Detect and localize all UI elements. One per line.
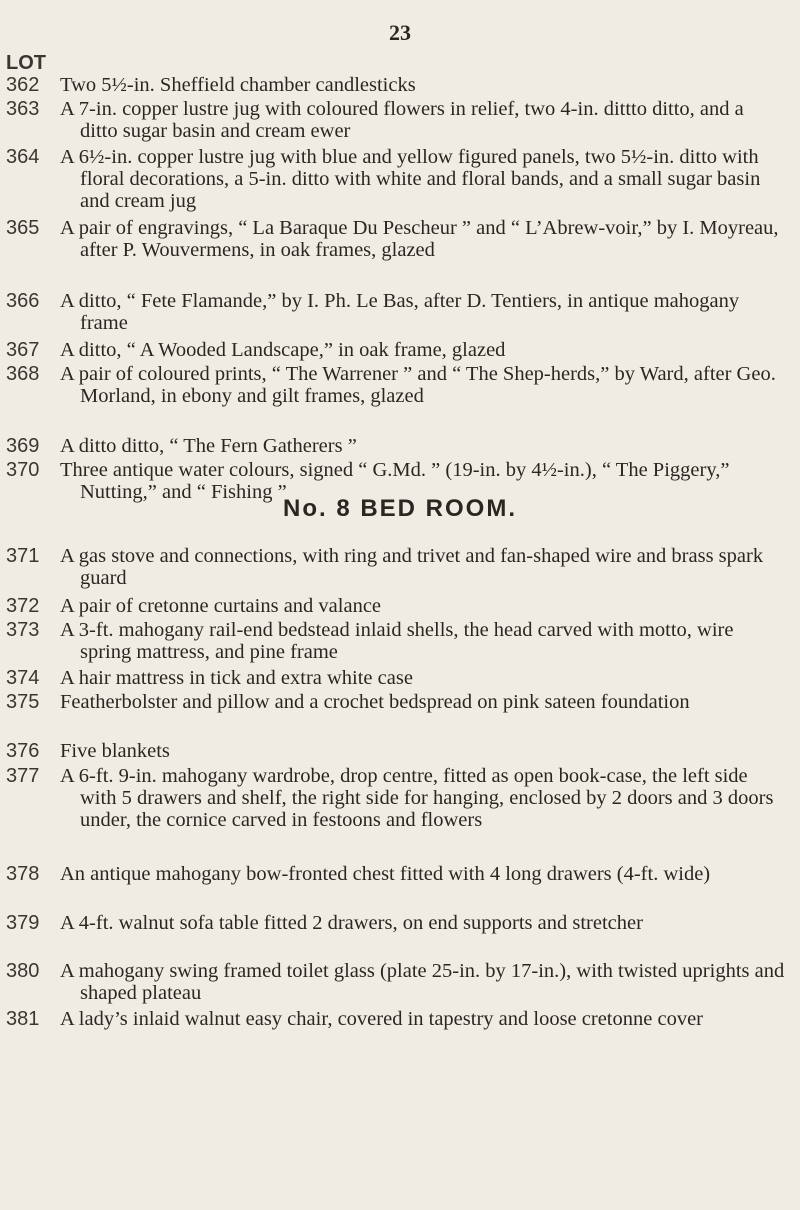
lot-description: Five blankets — [60, 740, 170, 762]
lot-number: 368 — [6, 363, 40, 385]
lot-description: A 7-in. copper lustre jug with coloured flowers in relief, two 4-in. dittto ditto, and a ditto sugar basin and cream ewer — [60, 98, 744, 142]
lot-description: A 3-ft. mahogany rail-end bedstead inlaid shells, the head carved with motto, wire spring mattress, and pine frame — [60, 619, 734, 663]
lot-description: A ditto ditto, “ The Fern Gatherers ” — [60, 435, 357, 457]
lot-description: A ditto, “ Fete Flamande,” by I. Ph. Le Bas, after D. Tentiers, in antique mahogany frame — [60, 290, 740, 334]
lot-number: 380 — [6, 960, 40, 982]
lot-description: Featherbolster and pillow and a crochet bedspread on pink sateen foundation — [60, 691, 690, 713]
lot-number: 377 — [6, 765, 40, 787]
section-title: No. 8 BED ROOM. — [282, 495, 517, 522]
lot-description: A lady’s inlaid walnut easy chair, covered in tapestry and loose cretonne cover — [60, 1008, 703, 1030]
lot-number: 362 — [6, 74, 40, 96]
lot-number: 371 — [6, 545, 40, 567]
lot-description: A mahogany swing framed toilet glass (plate 25-in. by 17-in.), with twisted uprights and shaped plateau — [60, 960, 785, 1004]
lot-number: 366 — [6, 290, 40, 312]
lot-number: 370 — [6, 459, 40, 481]
lot-description: A gas stove and connections, with ring and trivet and fan-shaped wire and brass spark guard — [60, 545, 764, 589]
lot-description: Three antique water colours, signed “ G.Md. ” (19-in. by 4½-in.), “ The Piggery,” Nutting,” and “ Fishing ” — [60, 459, 730, 503]
lot-column-header: LOT — [6, 52, 46, 74]
lot-number: 378 — [6, 863, 40, 885]
lot-number: 381 — [6, 1008, 40, 1030]
lot-description: A ditto, “ A Wooded Landscape,” in oak frame, glazed — [60, 339, 506, 361]
lot-description: A 6½-in. copper lustre jug with blue and yellow figured panels, two 5½-in. ditto with floral decorations, a 5-in. ditto with white and floral bands, and a small sugar basin and cream jug — [60, 146, 761, 212]
lot-number: 376 — [6, 740, 40, 762]
lot-number: 374 — [6, 667, 40, 689]
lot-description: A 6-ft. 9-in. mahogany wardrobe, drop centre, fitted as open book-case, the left side with 5 drawers and shelf, the right side for hanging, enclosed by 2 doors and 3 doors under, the cornice carved in festoons and flowers — [60, 765, 774, 831]
lot-description: A pair of engravings, “ La Baraque Du Pescheur ” and “ L’Abrew-voir,” by I. Moyreau, after P. Wouvermens, in oak frames, glazed — [60, 217, 779, 261]
lot-number: 372 — [6, 595, 40, 617]
lot-number: 375 — [6, 691, 40, 713]
lot-number: 379 — [6, 912, 40, 934]
page-number: 23 — [389, 20, 411, 45]
lot-number: 373 — [6, 619, 40, 641]
lot-number: 363 — [6, 98, 40, 120]
lot-number: 367 — [6, 339, 40, 361]
lot-number: 365 — [6, 217, 40, 239]
lot-number: 369 — [6, 435, 40, 457]
lot-description: A hair mattress in tick and extra white case — [60, 667, 413, 689]
lot-number: 364 — [6, 146, 40, 168]
lot-description: An antique mahogany bow-fronted chest fitted with 4 long drawers (4-ft. wide) — [60, 863, 711, 885]
lot-description: A pair of cretonne curtains and valance — [60, 595, 382, 617]
lot-description: A 4-ft. walnut sofa table fitted 2 drawers, on end supports and stretcher — [60, 912, 643, 934]
lot-description: Two 5½-in. Sheffield chamber candlesticks — [60, 74, 416, 96]
lot-description: A pair of coloured prints, “ The Warrener ” and “ The Shep-herds,” by Ward, after Geo. Morland, in ebony and gilt frames, glazed — [60, 363, 776, 407]
